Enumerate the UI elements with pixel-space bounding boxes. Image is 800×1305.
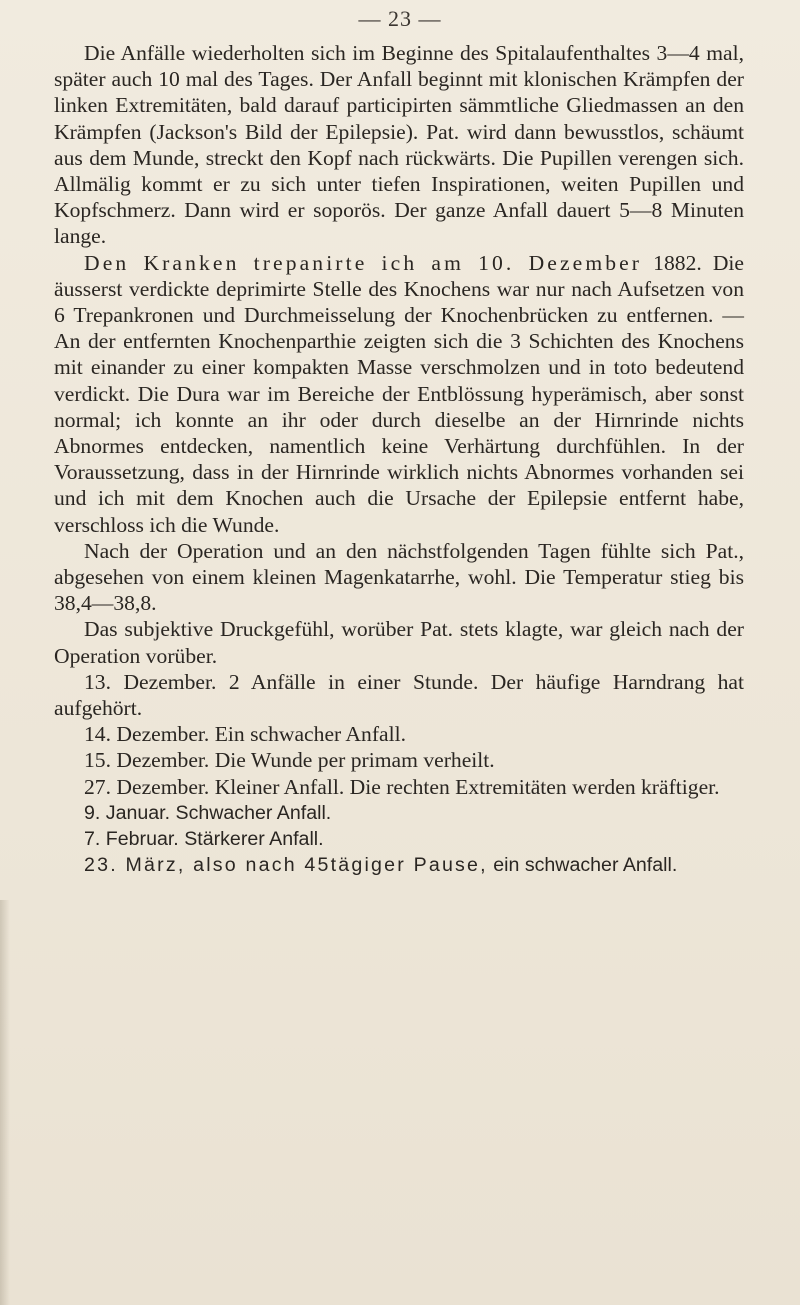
paragraph-9: 9. Januar. Schwacher Anfall. <box>84 801 332 824</box>
body-text <box>54 40 744 879</box>
spaced-lead-11: 23. März, also nach 45tägiger Pause, <box>84 854 488 877</box>
spaced-lead-2: Den Kranken trepanirte ich am 10. Dezember <box>84 250 643 275</box>
paragraph-1: Die Anfälle wiederholten sich im Beginne des Spitalaufenthaltes 3—4 mal, später auch 10 mal des Tages. Der Anfall beginnt mit klonischen Krämpfen der linken Extremitäten, bald darauf participirten sämmtliche Gliedmassen an den Krämpfen (Jackson's Bild der Epilepsie). Pat. wird dann bewusstlos, schäumt aus dem Munde, streckt den Kopf nach rückwärts. Die Pupillen verengen sich. Allmälig kommt er zu sich unter tiefen Inspirationen, weiten Pupillen und Kopfschmerz. Dann wird er soporös. Der ganze Anfall dauert 5—8 Minuten lange. <box>54 41 744 249</box>
paragraph-2-rest: 1882. Die äusserst verdickte deprimirte Stelle des Knochens war nur nach Aufsetzen von 6 Trepankronen und Durchmeisselung der Knochenbrücken zu entfernen. — An der entfernten Knochenparthie zeigten sich die 3 Schichten des Knochens mit einander zu einer kompakten Masse verschmolzen und in toto bedeutend verdickt. Die Dura war im Bereiche der Entblössung hyperämisch, aber sonst normal; ich konnte an ihr oder durch dieselbe an der Hirnrinde nichts Abnormes entdecken, namentlich keine Verhärtung durchfühlen. In der Voraussetzung, dass in der Hirnrinde wirklich nichts Abnormes vorhanden sei und ich mit dem Knochen auch die Ursache der Epilepsie entfernt habe, verschloss ich die Wunde. <box>54 250 745 537</box>
page-edge-shadow <box>0 900 10 1305</box>
paragraph-3: Nach der Operation und an den nächstfolgenden Tagen fühlte sich Pat., abgesehen von einem kleinen Magenkatarrhe, wohl. Die Temperatur stieg bis 38,4—38,8. <box>54 538 744 616</box>
paragraph-10: 7. Februar. Stärkerer Anfall. <box>84 828 324 851</box>
paragraph-4: Das subjektive Druckgefühl, worüber Pat. stets klagte, war gleich nach der Operation vorüber. <box>54 617 744 668</box>
page-number: — 23 — <box>358 6 442 31</box>
paragraph-5: 13. Dezember. 2 Anfälle in einer Stunde. Der häufige Harndrang hat aufgehört. <box>54 669 744 721</box>
paragraph-2 <box>54 250 744 538</box>
paragraph-6: 14. Dezember. Ein schwacher Anfall. <box>84 722 406 747</box>
paragraph-8: 27. Dezember. Kleiner Anfall. Die rechten Extremitäten werden kräftiger. <box>84 774 720 799</box>
paragraph-7: 15. Dezember. Die Wunde per primam verheilt. <box>84 748 495 773</box>
paragraph-11 <box>54 852 744 878</box>
paragraph-11-rest: ein schwacher Anfall. <box>487 854 678 877</box>
